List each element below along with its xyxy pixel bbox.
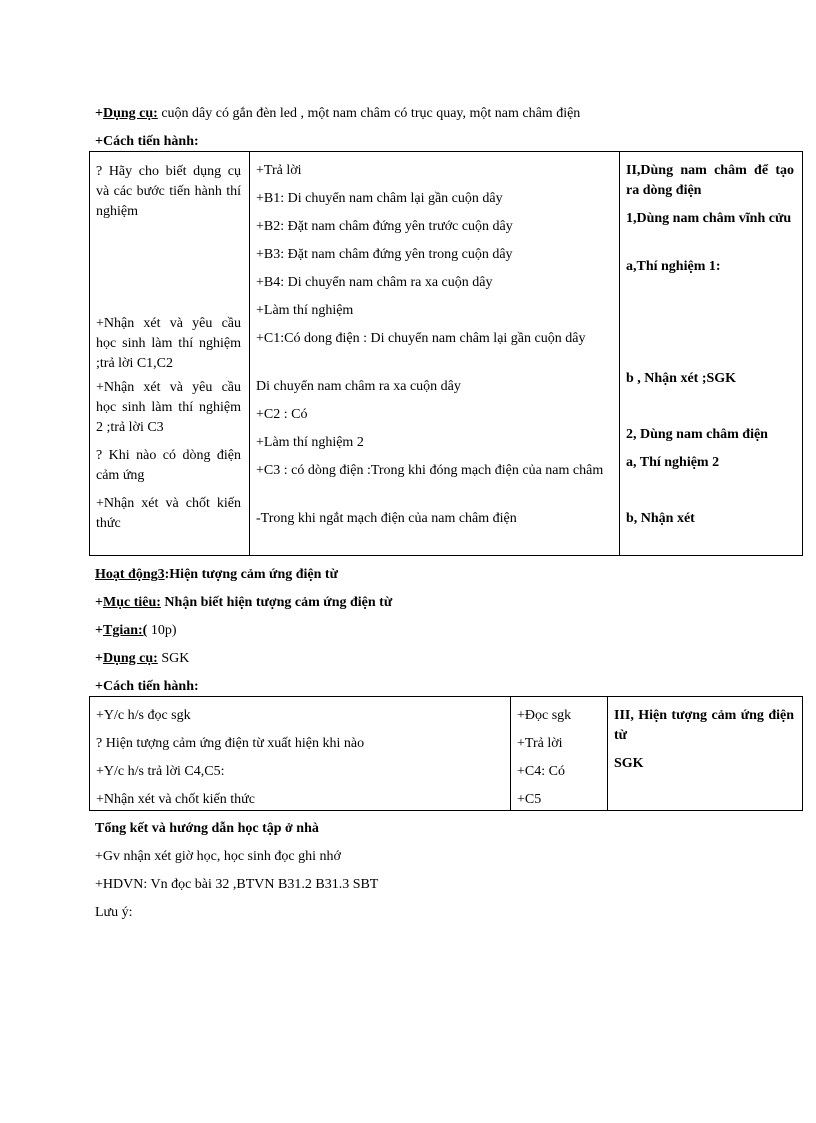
- content-experiment-1: a,Thí nghiệm 1:: [626, 259, 721, 274]
- student-2-c: +C4: Có: [517, 764, 565, 779]
- thoi-gian-text: 10p): [147, 623, 177, 638]
- muc-tieu-line: [95, 594, 392, 612]
- dung-cu-2-text: SGK: [157, 651, 190, 666]
- dung-cu-2-label: Dụng cụ:: [102, 651, 158, 666]
- student-answer-c1: +C1:Có dong điện : Di chuyển nam châm lại gần cuộn dây: [256, 331, 586, 346]
- dung-cu-label: Dụng cụ:: [102, 106, 158, 121]
- content-heading-ii: II,Dùng nam châm để tạo ra dòng điện: [626, 163, 794, 198]
- student-2-b: +Trả lời: [517, 736, 563, 751]
- student-answer-c3: +C3 : có dòng điện :Trong khi đóng mạch điện của nam châm: [256, 463, 604, 478]
- dung-cu-2-prefix: +: [95, 651, 103, 666]
- activity-table-1: [89, 151, 803, 556]
- hoat-dong-3-title: :Hiện tượng cảm ứng điện từ: [164, 567, 338, 582]
- content-heading-1: 1,Dùng nam châm vĩnh cửu: [626, 211, 792, 226]
- muc-tieu-text: Nhận biết hiện tượng cảm ứng điện từ: [160, 595, 393, 610]
- student-2-a: +Đọc sgk: [517, 708, 572, 723]
- content-heading-iii: III, Hiện tượng cảm ứng điện từ: [614, 708, 794, 743]
- content-sgk: SGK: [614, 756, 644, 771]
- teacher-question-1: ? Hãy cho biết dụng cụ và các bước tiến hành thí nghiệm: [96, 164, 241, 219]
- thoi-gian-prefix: +: [95, 623, 103, 638]
- summary-gv: +Gv nhận xét giờ học, học sinh đọc ghi nhớ: [95, 849, 341, 864]
- dung-cu-line: [95, 105, 580, 123]
- teacher-column-2: [90, 697, 511, 811]
- student-answer-1: +Trả lời: [256, 163, 302, 178]
- hoat-dong-3-label: Hoạt động3: [95, 567, 165, 582]
- summary-note: Lưu ý:: [95, 905, 133, 920]
- content-experiment-2: a, Thí nghiệm 2: [626, 455, 720, 470]
- thoi-gian-line: [95, 622, 177, 640]
- teacher-remark-2: +Nhận xét và yêu cầu học sinh làm thí nghiệm 2 ;trả lời C3: [96, 380, 241, 435]
- cach-tien-hanh-2-heading: +Cách tiến hành:: [95, 679, 199, 694]
- muc-tieu-prefix: +: [95, 595, 103, 610]
- teacher-2-a: +Y/c h/s đọc sgk: [96, 708, 191, 723]
- student-step-b1: +B1: Di chuyển nam châm lại gần cuộn dây: [256, 191, 503, 206]
- student-column: [250, 152, 620, 556]
- content-remark-2: b, Nhận xét: [626, 511, 695, 526]
- summary-hdvn: +HDVN: Vn đọc bài 32 ,BTVN B31.2 B31.3 SBT: [95, 877, 379, 892]
- content-heading-2: 2, Dùng nam châm điện: [626, 427, 768, 442]
- teacher-2-d: +Nhận xét và chốt kiến thức: [96, 792, 255, 807]
- dung-cu-2-line: [95, 650, 189, 668]
- hoat-dong-3-line: [95, 566, 338, 584]
- cach-tien-hanh-heading: +Cách tiến hành:: [95, 134, 199, 149]
- dung-cu-prefix: +: [95, 106, 103, 121]
- dung-cu-text: cuộn dây có gắn đèn led , một nam châm có trục quay, một nam châm điện: [157, 106, 581, 121]
- teacher-remark-1: +Nhận xét và yêu cầu học sinh làm thí nghiệm ;trả lời C1,C2: [96, 316, 241, 371]
- teacher-column: [90, 152, 250, 556]
- student-answer-c1-cont: Di chuyển nam châm ra xa cuộn dây: [256, 379, 461, 394]
- activity-table-2: [89, 696, 803, 811]
- student-step-b3: +B3: Đặt nam châm đứng yên trong cuộn dây: [256, 247, 513, 262]
- teacher-2-b: ? Hiện tượng cảm ứng điện từ xuất hiện khi nào: [96, 736, 365, 751]
- student-column-2: [511, 697, 608, 811]
- muc-tieu-label: Mục tiêu:: [102, 595, 161, 610]
- student-2-d: +C5: [517, 792, 542, 807]
- summary-title: Tổng kết và hướng dẫn học tập ở nhà: [95, 821, 319, 836]
- teacher-remark-3: +Nhận xét và chốt kiến thức: [96, 496, 241, 531]
- thoi-gian-label: Tgian:(: [102, 623, 148, 638]
- student-step-b4: +B4: Di chuyển nam châm ra xa cuộn dây: [256, 275, 493, 290]
- teacher-question-2: ? Khi nào có dòng điện cảm ứng: [96, 448, 241, 483]
- content-column-2: [608, 697, 803, 811]
- student-experiment-1: +Làm thí nghiệm: [256, 303, 354, 318]
- content-column: [620, 152, 803, 556]
- teacher-2-c: +Y/c h/s trả lời C4,C5:: [96, 764, 225, 779]
- content-remark-1: b , Nhận xét ;SGK: [626, 371, 737, 386]
- student-answer-c2: +C2 : Có: [256, 407, 308, 422]
- student-experiment-2: +Làm thí nghiệm 2: [256, 435, 364, 450]
- student-answer-c3-cont: -Trong khi ngắt mạch điện của nam châm điện: [256, 511, 517, 526]
- student-step-b2: +B2: Đặt nam châm đứng yên trước cuộn dây: [256, 219, 513, 234]
